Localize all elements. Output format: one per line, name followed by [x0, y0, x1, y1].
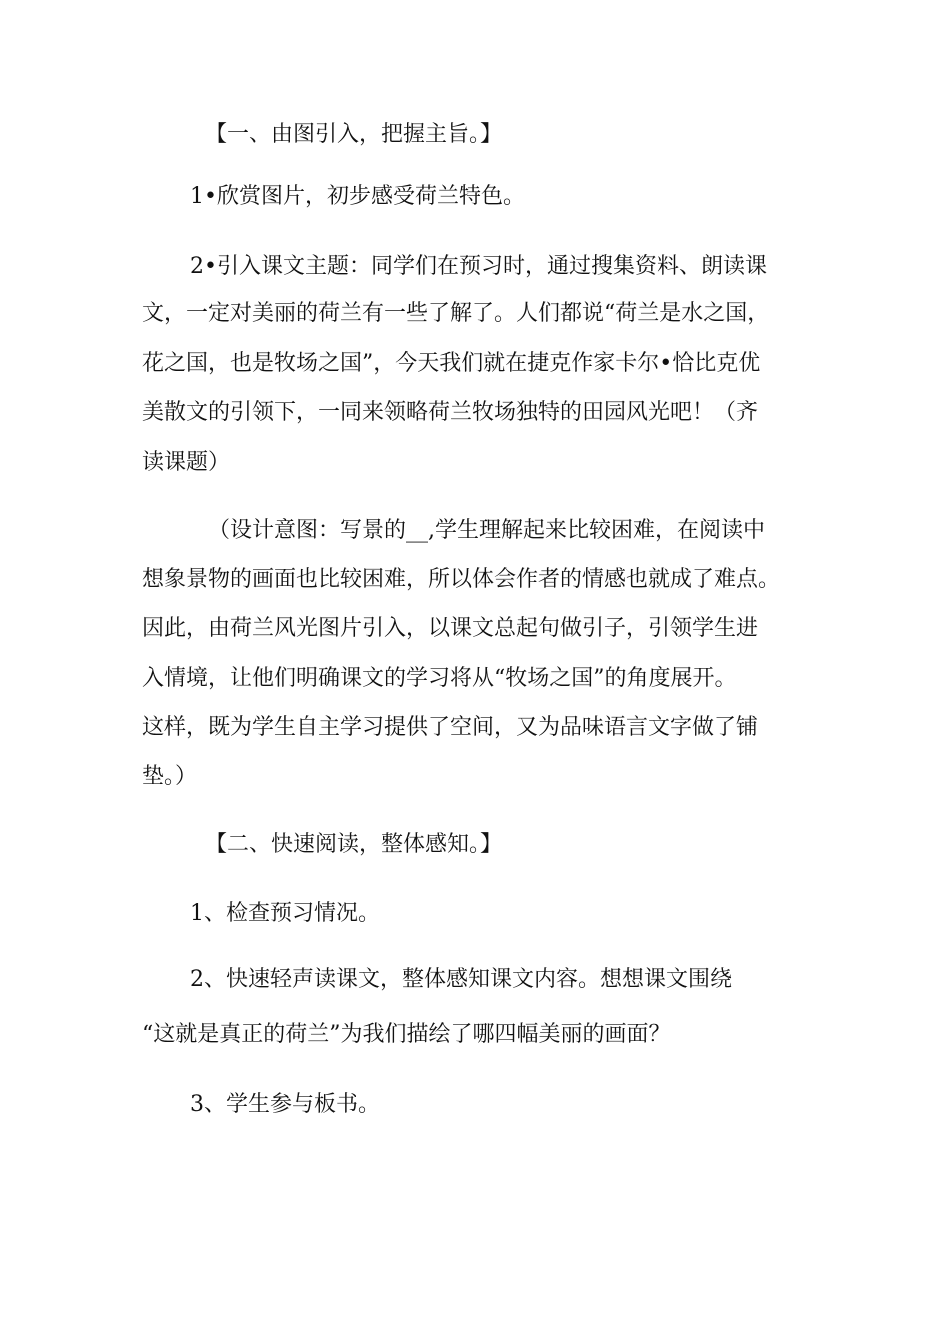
design-note-line6: 垫。） [142, 764, 198, 789]
section1-item1: 1•欣赏图片，初步感受荷兰特色。 [190, 184, 525, 209]
section1-heading: 【一、由图引入，把握主旨。】 [205, 122, 503, 147]
section1-item2-line2: 文，一定对美丽的荷兰有一些了解了。人们都说“荷兰是水之国， [142, 301, 770, 326]
section2-item2-line1: 2、快速轻声读课文，整体感知课文内容。想想课文围绕 [190, 967, 732, 992]
section2-item3: 3、学生参与板书。 [190, 1092, 380, 1117]
section1-item2-line5: 读课题） [142, 450, 231, 475]
design-note-line4: 入情境，让他们明确课文的学习将从“牧场之国”的角度展开。 [142, 666, 737, 691]
design-note-line5: 这样，既为学生自主学习提供了空间，又为品味语言文字做了铺 [142, 715, 759, 740]
design-note-line2: 想象景物的画面也比较困难，所以体会作者的情感也就成了难点。 [142, 567, 781, 592]
section1-item2-line1: 2•引入课文主题：同学们在预习时，通过搜集资料、朗读课 [190, 254, 767, 279]
section2-heading: 【二、快速阅读，整体感知。】 [205, 832, 503, 857]
section1-item2-line4: 美散文的引领下，一同来领略荷兰牧场独特的田园风光吧！（齐 [142, 400, 759, 425]
section2-item2-line2: “这就是真正的荷兰”为我们描绘了哪四幅美丽的画面？ [142, 1022, 671, 1047]
section1-item2-line3: 花之国，也是牧场之国”，今天我们就在捷克作家卡尔•恰比克优 [142, 351, 761, 376]
design-note-line1: （设计意图：写景的__,学生理解起来比较困难，在阅读中 [208, 518, 765, 543]
section2-item1: 1、检查预习情况。 [190, 901, 380, 926]
design-note-line3: 因此，由荷兰风光图片引入，以课文总起句做引子，引领学生进 [142, 616, 759, 641]
